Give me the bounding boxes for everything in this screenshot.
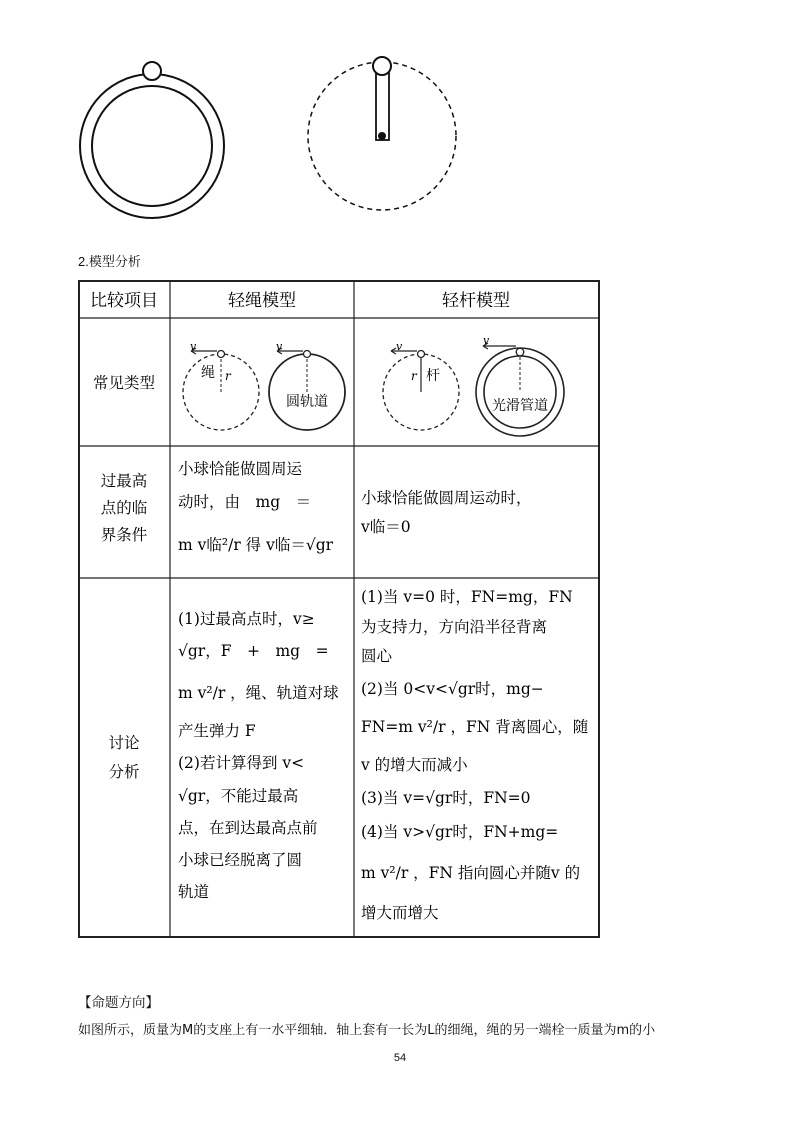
header-rope-model: 轻绳模型 <box>228 291 296 311</box>
model-comparison-table <box>78 280 600 938</box>
svg-text:(2)若计算得到 v<: (2)若计算得到 v< <box>178 754 305 772</box>
svg-text:(1)当 v=0 时，FN=mg，FN: (1)当 v=0 时，FN=mg，FN <box>361 588 573 606</box>
row-label-types: 常见类型 <box>92 374 156 392</box>
row-label-critical <box>101 471 148 544</box>
svg-text:m v²/r ，绳、轨道对球: m v²/r ，绳、轨道对球 <box>178 684 339 702</box>
svg-text:FN=m v²/r ，FN 背离圆心，随: FN=m v²/r ，FN 背离圆心，随 <box>361 718 589 736</box>
tube-label: 光滑管道 <box>492 398 548 414</box>
rope-model-figures <box>183 348 345 430</box>
header-rod-model: 轻杆模型 <box>442 291 510 311</box>
svg-text:(2)当 0<v<√gr时，mg−: (2)当 0<v<√gr时，mg− <box>361 680 544 698</box>
proposition-title: 【命题方向】 <box>78 995 159 1011</box>
svg-text:动时，由 mg ＝: 动时，由 mg ＝ <box>178 493 312 511</box>
svg-text:m v²/r ，FN 指向圆心并随v 的: m v²/r ，FN 指向圆心并随v 的 <box>361 864 581 882</box>
rod-critical-text <box>360 489 532 536</box>
svg-text:m v临²/r 得 v临＝√gr: m v临²/r 得 v临＝√gr <box>178 536 334 554</box>
rope-v-label-1: v <box>190 340 197 353</box>
svg-text:过最高: 过最高 <box>100 472 148 490</box>
svg-text:点，在到达最高点前: 点，在到达最高点前 <box>178 819 318 837</box>
svg-text:(1)过最高点时，v≥: (1)过最高点时，v≥ <box>178 610 315 628</box>
header-compare-item: 比较项目 <box>90 291 158 311</box>
rope-discussion-text <box>178 609 339 901</box>
section-heading: 2.模型分析 <box>78 254 141 269</box>
rod-v-label-2: v <box>483 334 490 347</box>
svg-text:v临＝0: v临＝0 <box>361 518 411 536</box>
page-number: 54 <box>393 1052 407 1064</box>
svg-text:产生弹力 F: 产生弹力 F <box>178 722 256 740</box>
svg-text:圆心: 圆心 <box>361 647 393 665</box>
svg-text:为支持力，方向沿半径背离: 为支持力，方向沿半径背离 <box>361 618 548 636</box>
svg-text:小球已经脱离了圆: 小球已经脱离了圆 <box>178 851 303 869</box>
row-label-discussion <box>108 734 139 781</box>
svg-text:讨论: 讨论 <box>108 734 140 752</box>
svg-text:小球恰能做圆周运动时，: 小球恰能做圆周运动时， <box>361 489 532 507</box>
track-label: 圆轨道 <box>286 394 328 410</box>
rod-discussion-text <box>360 588 588 922</box>
rope-v-label-2: v <box>276 340 283 353</box>
rod-circle-figure <box>308 57 456 210</box>
svg-text:(4)当 v>√gr时，FN+mg=: (4)当 v>√gr时，FN+mg= <box>361 823 559 841</box>
svg-text:v 的增大而减小: v 的增大而减小 <box>361 756 468 774</box>
svg-text:点的临: 点的临 <box>100 499 148 517</box>
proposition-text: 如图所示，质量为M的支座上有一水平细轴．轴上套有一长为L的细绳，绳的另一端栓一质量为m的小 <box>78 1023 656 1038</box>
rod-r-label: r <box>411 369 417 383</box>
svg-text:(3)当 v=√gr时，FN=0: (3)当 v=√gr时，FN=0 <box>361 789 531 807</box>
svg-text:√gr，不能过最高: √gr，不能过最高 <box>178 787 299 805</box>
svg-text:增大而增大: 增大而增大 <box>361 904 439 922</box>
rope-critical-text <box>178 460 334 554</box>
top-figures <box>70 50 490 220</box>
circular-track-figure <box>80 62 224 218</box>
svg-text:界条件: 界条件 <box>100 526 148 544</box>
rod-label: 杆 <box>426 368 440 384</box>
rod-model-figures <box>383 343 564 436</box>
rope-r-label: r <box>225 369 231 383</box>
svg-text:轨道: 轨道 <box>178 883 210 901</box>
svg-text:分析: 分析 <box>108 763 140 781</box>
svg-text:小球恰能做圆周运: 小球恰能做圆周运 <box>178 460 303 478</box>
svg-text:√gr，F + mg =: √gr，F + mg = <box>178 642 329 660</box>
rod-v-label-1: v <box>396 340 403 353</box>
rope-label: 绳 <box>201 365 215 381</box>
